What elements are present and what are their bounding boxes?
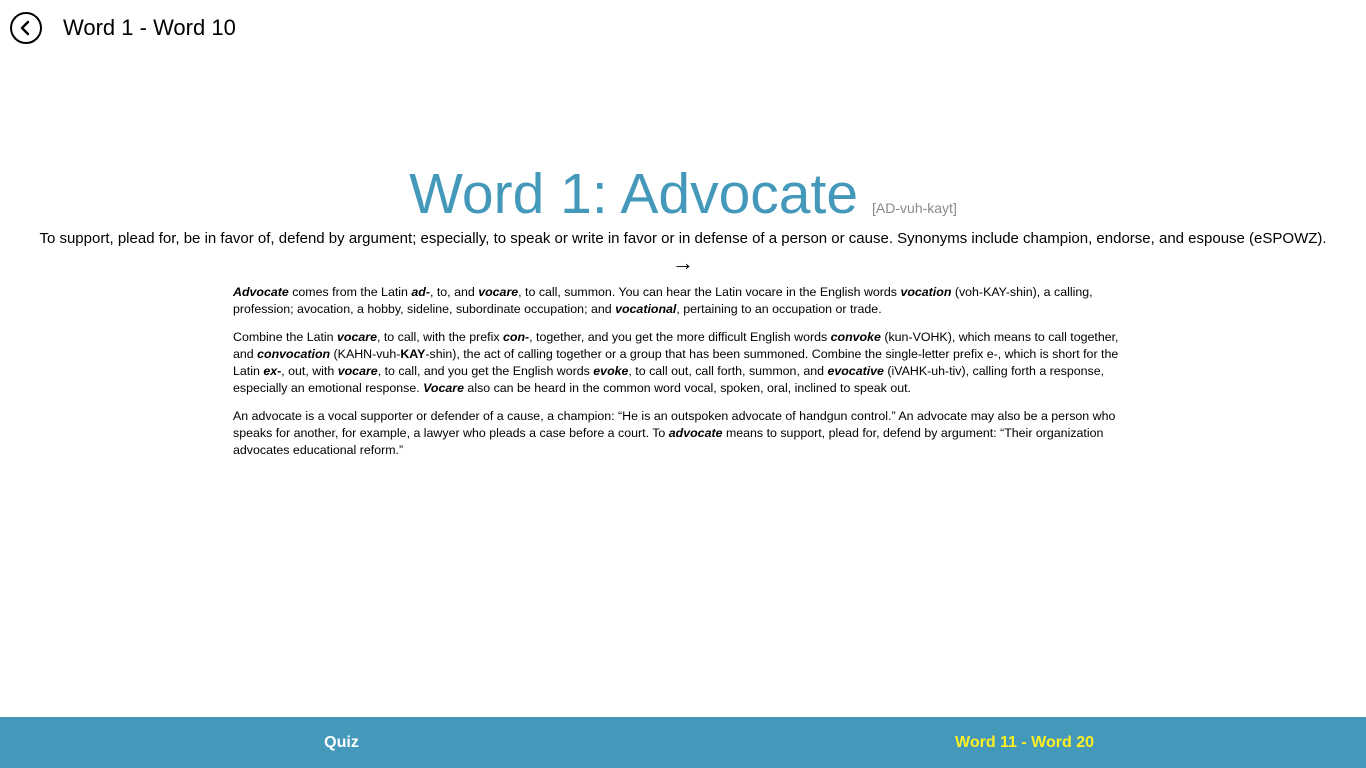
latin-term: evocative [827,364,884,378]
article [233,284,1138,470]
text-run: comes from the Latin [288,285,412,299]
text-run: , to call, summon. You can hear the Latin vocare in the English words [518,285,901,299]
bottom-bar [0,717,1366,768]
text-run: , together, and you get the more difficult English words [529,330,831,344]
right-arrow-icon[interactable]: → [672,250,694,275]
back-arrow-icon [18,20,34,36]
text-run: means to support, plead for, defend by argument: “Their organization advocates educational reform.” [233,426,1104,457]
word-heading [0,162,1366,226]
text-run: (voh-KAY-shin), a calling, profession; avocation, a hobby, sideline, subordinate occupation; and [233,285,1093,316]
text-run: , pertaining to an occupation or trade. [676,302,882,316]
definition: To support, plead for, be in favor of, defend by argument; especially, to speak or write in favor or in defense of a person or cause. Synonyms include champion, endorse, and espouse (eSPOWZ). [39,230,1327,247]
latin-term: convoke [830,330,881,344]
latin-term: vocare [337,330,377,344]
next-words-button[interactable]: Word 11 - Word 20 [955,733,1094,751]
quiz-button[interactable]: Quiz [324,733,359,751]
latin-term: vocare [478,285,519,299]
expand-arrow-container [0,250,1366,276]
latin-term: advocate [668,426,723,440]
latin-term: Vocare [423,381,464,395]
text-run: , to call out, call forth, summon, and [628,364,828,378]
stressed-syllable: KAY [400,347,426,361]
latin-term: vocation [900,285,952,299]
latin-term: evoke [593,364,629,378]
page-title: Word 1 - Word 10 [63,15,236,40]
text-run: (iVAHK-uh-tiv), calling forth a response, especially an emotional response. [233,364,1105,395]
text-run: , out, with [281,364,338,378]
pronunciation: [AD-vuh-kayt] [872,200,957,216]
article-paragraph-3 [233,408,1138,459]
latin-term: ad- [411,285,430,299]
text-run: (kun-VOHK), which means to call together, and [233,330,1119,361]
article-paragraph-1 [233,284,1138,318]
text-run: , to, and [429,285,479,299]
text-run: also can be heard in the common word vocal, spoken, oral, inclined to speak out. [463,381,911,395]
latin-term: con- [503,330,530,344]
text-run: Combine the Latin [233,330,338,344]
text-run: -shin), the act of calling together or a group that has been summoned. Combine the single-letter prefix e-, which is short for the Latin [233,347,1119,378]
latin-term: Advocate [233,285,289,299]
article-paragraph-2 [233,329,1138,397]
header [10,11,236,45]
latin-term: vocare [337,364,378,378]
word-title: Word 1: Advocate [409,162,859,226]
text-run: An advocate is a vocal supporter or defender of a cause, a champion: “He is an outspoken advocate of handgun control.” An advocate may also be a person who speaks for another, for example, a lawyer who pleads a case before a court. To [233,409,1116,440]
back-button[interactable] [10,12,42,44]
text-run: (KAHN-vuh- [330,347,401,361]
text-run: , to call, and you get the English words [377,364,594,378]
text-run: , to call, with the prefix [376,330,504,344]
latin-term: ex- [263,364,282,378]
latin-term: vocational [615,302,677,316]
latin-term: convocation [257,347,331,361]
